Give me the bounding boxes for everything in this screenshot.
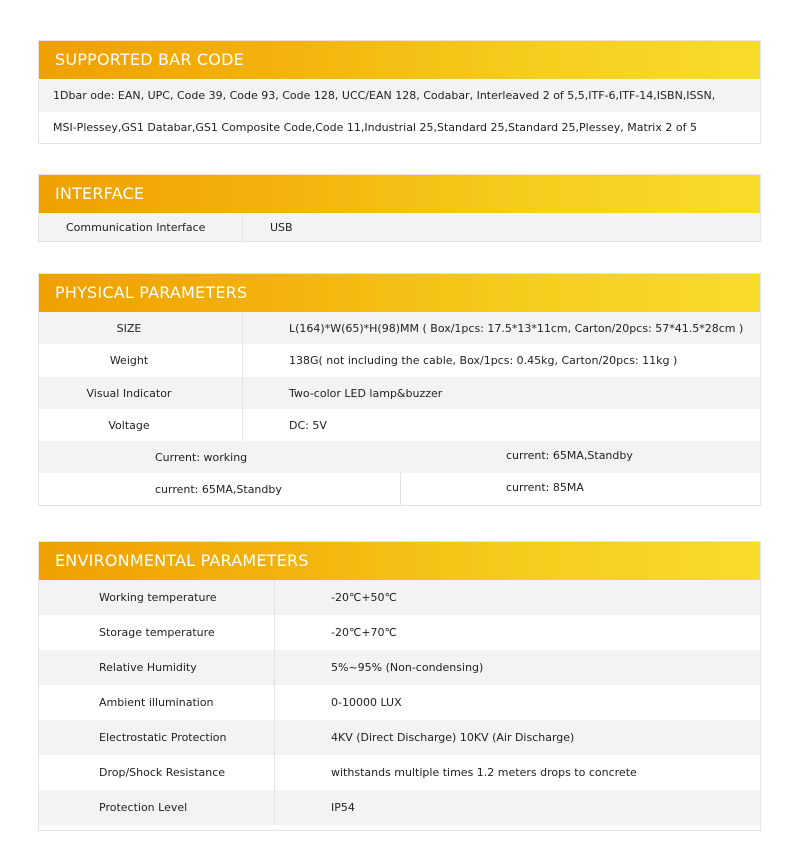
section-supported-bar-code xyxy=(38,40,761,144)
row-label: Visual Indicator xyxy=(86,386,172,400)
section-title: INTERFACE xyxy=(39,175,760,213)
row-label: Drop/Shock Resistance xyxy=(99,766,226,779)
physical-row-visual-indicator xyxy=(39,377,760,409)
physical-row-current-2 xyxy=(39,473,760,505)
current-standby-value: current: 65MA,Standby xyxy=(155,482,282,496)
row-label: SIZE xyxy=(116,321,142,335)
physical-row-voltage xyxy=(39,409,760,441)
row-value: 5%~95% (Non-condensing) xyxy=(331,661,484,674)
section-interface xyxy=(38,174,761,242)
section-title: SUPPORTED BAR CODE xyxy=(39,41,760,79)
row-label: Voltage xyxy=(108,418,150,432)
env-row-protection-level xyxy=(39,790,760,825)
row-label: Working temperature xyxy=(99,591,217,604)
barcode-text-2: MSI-Plessey,GS1 Databar,GS1 Composite Code,Code 11,Industrial 25,Standard 25,Standard 25,Plessey, Matrix 2 of 5 xyxy=(53,121,697,134)
row-label: Weight xyxy=(109,354,149,367)
row-value: 4KV (Direct Discharge) 10KV (Air Discharge) xyxy=(331,731,575,744)
row-value: DC: 5V xyxy=(289,418,327,432)
row-value: -20℃+70℃ xyxy=(331,626,397,639)
physical-row-weight xyxy=(39,344,760,377)
row-value: -20℃+50℃ xyxy=(331,591,397,604)
interface-label: Communication Interface xyxy=(66,220,206,234)
env-row-storage-temperature xyxy=(39,615,760,650)
row-value: L(164)*W(65)*H(98)MM ( Box/1pcs: 17.5*13*11cm, Carton/20pcs: 57*41.5*28cm ) xyxy=(289,321,744,335)
section-environmental-parameters xyxy=(38,541,761,831)
physical-row-size xyxy=(39,312,760,344)
section-physical-parameters xyxy=(38,273,761,506)
row-label: Storage temperature xyxy=(99,626,215,639)
row-value: withstands multiple times 1.2 meters drops to concrete xyxy=(331,766,637,779)
env-row-drop-shock-resistance xyxy=(39,755,760,790)
row-label: Electrostatic Protection xyxy=(99,731,227,744)
current-85ma: current: 85MA xyxy=(506,480,584,494)
row-value: Two-color LED lamp&buzzer xyxy=(289,386,443,400)
row-value: 138G( not including the cable, Box/1pcs: 0.45kg, Carton/20pcs: 11kg ) xyxy=(289,354,678,367)
barcode-line-1 xyxy=(39,79,760,112)
row-label: Protection Level xyxy=(99,801,188,814)
row-value: 0-10000 LUX xyxy=(331,696,402,709)
section-title: ENVIRONMENTAL PARAMETERS xyxy=(39,542,760,580)
physical-row-current-1 xyxy=(39,441,760,473)
interface-row xyxy=(39,213,760,241)
row-value: IP54 xyxy=(331,801,355,814)
barcode-line-2 xyxy=(39,112,760,143)
row-label: Relative Humidity xyxy=(99,661,197,674)
env-row-ambient-illumination xyxy=(39,685,760,720)
interface-value: USB xyxy=(270,220,293,234)
barcode-text-1: 1Dbar ode: EAN, UPC, Code 39, Code 93, Code 128, UCC/EAN 128, Codabar, Interleaved 2 of 5,5,ITF-6,ITF-14,ISBN,ISSN, xyxy=(53,89,716,102)
current-standby: current: 65MA,Standby xyxy=(506,448,633,462)
current-working: Current: working xyxy=(155,450,248,464)
env-row-working-temperature xyxy=(39,580,760,615)
row-label: Ambient illumination xyxy=(99,696,214,709)
env-row-relative-humidity xyxy=(39,650,760,685)
section-title: PHYSICAL PARAMETERS xyxy=(39,274,760,312)
env-row-electrostatic-protection xyxy=(39,720,760,755)
